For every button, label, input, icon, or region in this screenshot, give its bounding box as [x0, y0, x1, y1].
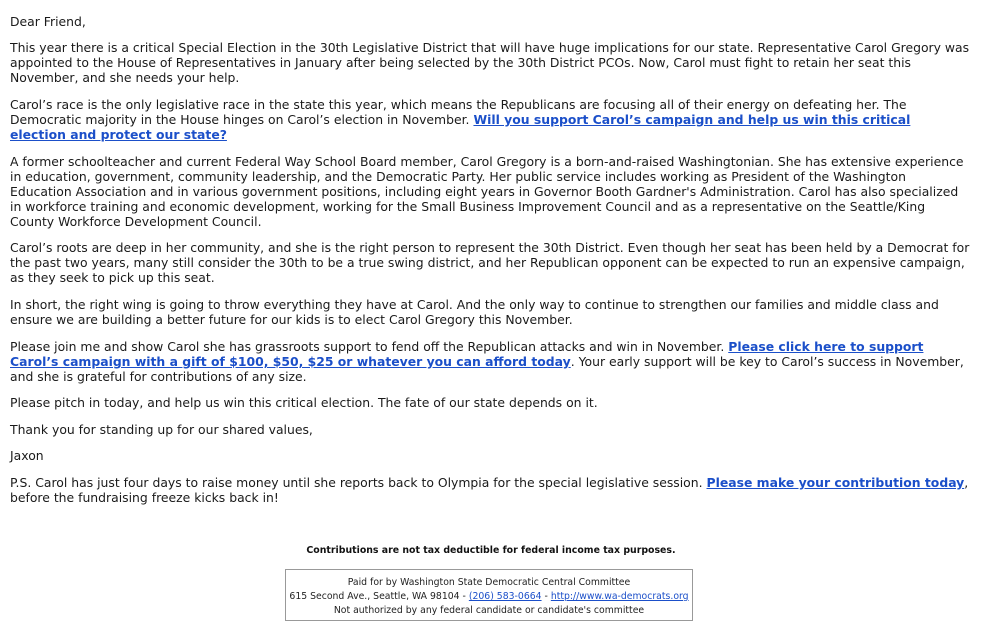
address-line	[286, 590, 692, 604]
signature: Jaxon	[10, 448, 44, 463]
paragraph-right-wing: In short, the right wing is going to throw everything they have at Carol. And the only way to continue to strengthen our families and middle class and ensure we are building a better future for our kids is to elect Carol Gregory this November.	[10, 297, 939, 327]
paragraph-roots: Carol’s roots are deep in her community, and she is the right person to represent the 30th District. Even though her seat has been held by a Democrat for the past two years, many still consider the 30th to be a true swing district, and her Republican opponent can be expected to run an expensive campaign, as they seek to pick up this seat.	[10, 240, 970, 285]
paragraph-pitch-in: Please pitch in today, and help us win this critical election. The fate of our state depends on it.	[10, 395, 598, 410]
paragraph-race-text: Carol’s race is the only legislative race in the state this year, which means the Republicans are focusing all of their energy on defeating her. The Democratic majority in the House hinges on Carol’s election in November.	[10, 97, 907, 127]
paid-for-line: Paid for by Washington State Democratic Central Committee	[347, 577, 631, 588]
tax-disclaimer: Contributions are not tax deductible for federal income tax purposes.	[306, 545, 676, 556]
greeting: Dear Friend,	[10, 14, 86, 29]
paragraph-join	[10, 339, 970, 384]
address-separator: -	[541, 591, 551, 602]
paragraph-bio: A former schoolteacher and current Federal Way School Board member, Carol Gregory is a born-and-raised Washingtonian. She has extensive experience in education, government, community leadership, and the Democratic Party. Her public service includes working as President of the Washington Education Association and in various government positions, including eight years in Governor Booth Gardner's Administration. Carol has also specialized in workforce training and economic development, working for the Small Business Improvement Council and as a representative on the Seattle/King County Workforce Development Council.	[10, 154, 964, 229]
donate-gift-link[interactable]: Please click here to support Carol’s campaign with a gift of $100, $50, $25 or whatever you can afford today	[10, 339, 924, 369]
address-text: 615 Second Ave., Seattle, WA 98104 -	[289, 591, 469, 602]
support-campaign-link[interactable]: Will you support Carol’s campaign and help us win this critical election and protect our state?	[10, 112, 911, 142]
phone-link[interactable]: (206) 583-0664	[468, 591, 542, 602]
paid-for-box	[285, 569, 693, 621]
paragraph-special-election: This year there is a critical Special Election in the 30th Legislative District that will have huge implications for our state. Representative Carol Gregory was appointed to the House of Representatives in January after being selected by the 30th District PCOs. Now, Carol must fight to retain her seat this November, and she needs your help.	[10, 40, 970, 85]
paragraph-race	[10, 97, 970, 142]
not-authorized-line: Not authorized by any federal candidate or candidate's committee	[333, 605, 645, 616]
contribute-today-link[interactable]: Please make your contribution today	[706, 475, 965, 490]
postscript-text: P.S. Carol has just four days to raise money until she reports back to Olympia for the special legislative session.	[10, 475, 707, 490]
paragraph-join-text: Please join me and show Carol she has grassroots support to fend off the Republican attacks and win in November.	[10, 339, 729, 354]
postscript-text-end: , before the fundraising freeze kicks back in!	[10, 475, 969, 505]
website-link[interactable]: http://www.wa-democrats.org	[550, 591, 689, 602]
paragraph-thanks: Thank you for standing up for our shared values,	[10, 422, 313, 437]
paragraph-join-text-end: . Your early support will be key to Carol’s success in November, and she is grateful for contributions of any size.	[10, 354, 964, 384]
postscript	[10, 475, 970, 505]
